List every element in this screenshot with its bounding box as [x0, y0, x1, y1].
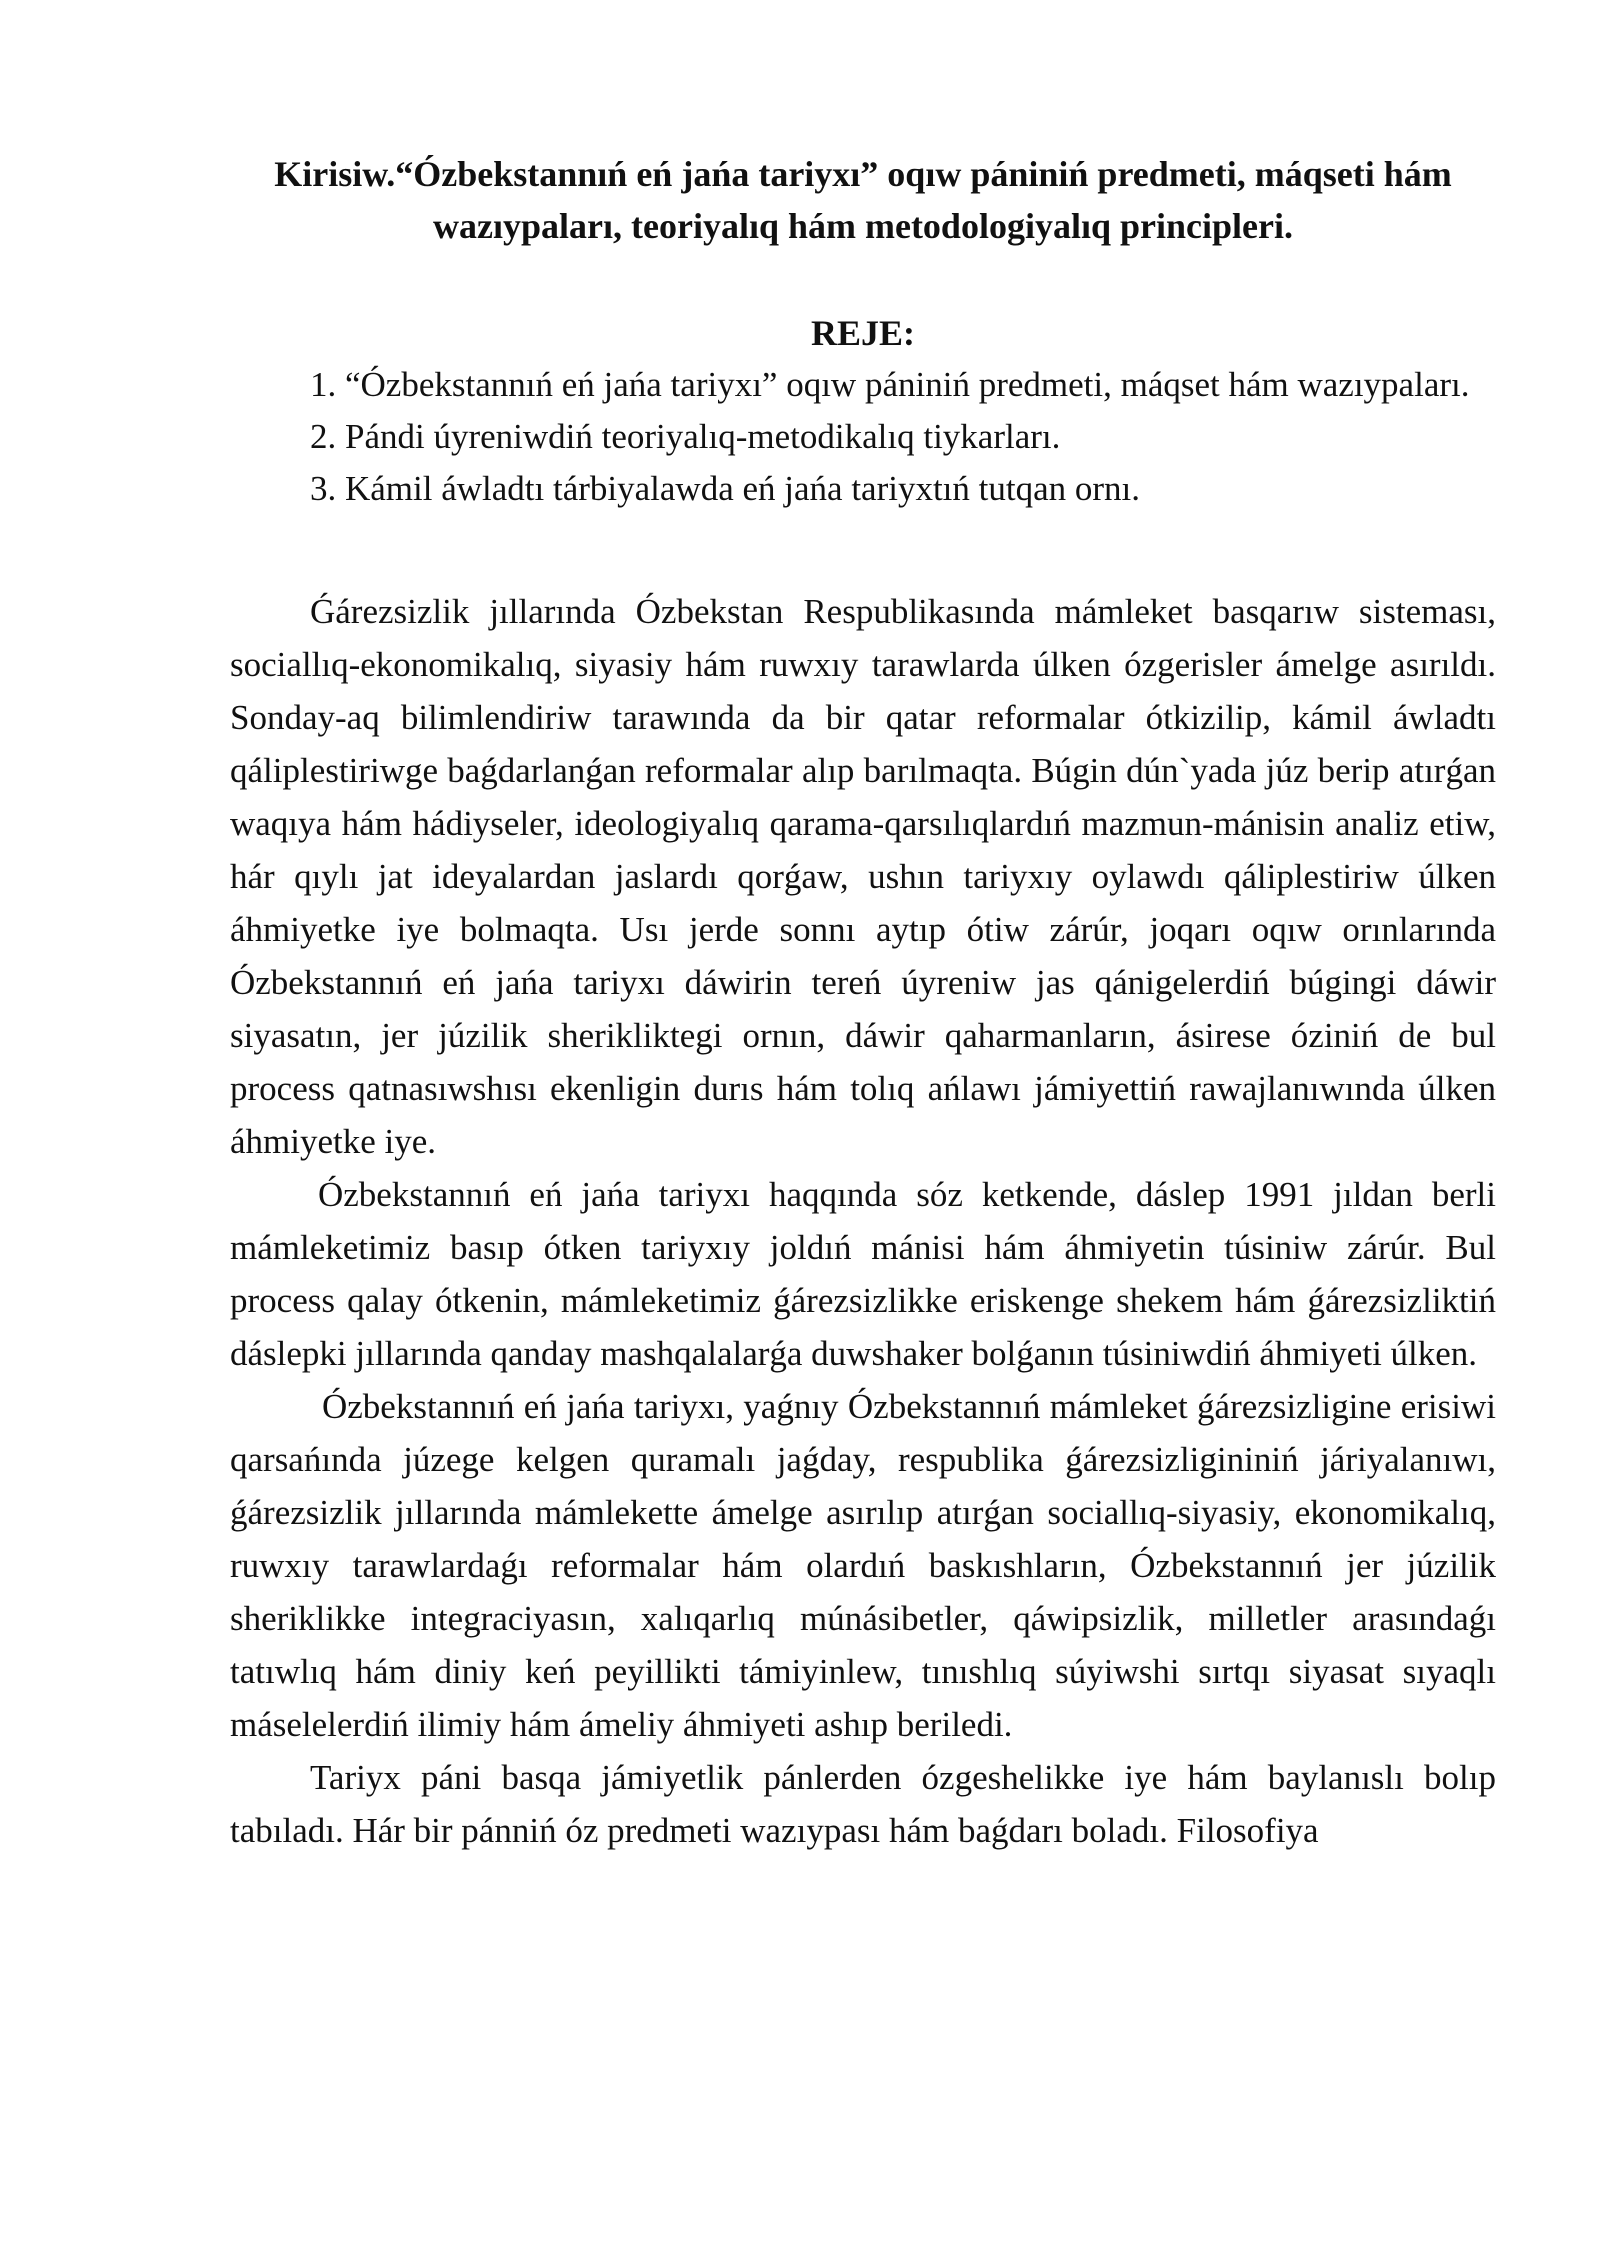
- paragraph-1: Ǵárezsizlik jıllarında Ózbekstan Respublikasında mámleket basqarıw sisteması, sociallıq-ekonomikalıq, siyasiy hám ruwxıy tarawlarda úlken ózgerisler ámelge asırıldı. Sonday-aq bilimlendiriw tarawında da bir qatar reformalar ótkizilip, kámil áwladtı qáliplestiriwge baǵdarlanǵan reformalar alıp barılmaqta. Búgin dún`yada júz berip atırǵan waqıya hám hádiyseler, ideologiyalıq qarama-qarsılıqlardıń mazmun-mánisin analiz etiw, hár qıylı jat ideyalardan jaslardı qorǵaw, ushın tariyxıy oylawdı qáliplestiriw úlken áhmiyetke iye bolmaqta. Usı jerde sonnı aytıp ótiw zárúr, joqarı oqıw orınlarında Ózbekstannıń eń jańa tariyxı dáwirin tereń úyreniw jas qánigelerdiń búgingi dáwir siyasatın, jer júzilik sherikliktegi ornın, dáwir qaharmanların, ásirese óziniń de bul process qatnasıwshısı ekenligin durıs hám tolıq ańlawı jámiyettiń rawajlanıwında úlken áhmiyetke iye.: [230, 592, 1496, 1161]
- document-content: [230, 148, 1496, 1857]
- plan-item-2: 2. Pándi úyreniwdiń teoriyalıq-metodikalıq tiykarları.: [310, 417, 1061, 456]
- paragraph-4: Tariyx páni basqa jámiyetlik pánlerden ózgeshelikke iye hám baylanıslı bolıp tabıladı. Hár bir pánniń óz predmeti wazıypası hám baǵdarı boladı. Filosofiya: [230, 1758, 1496, 1850]
- body-text: [230, 585, 1496, 1857]
- plan-item-1: 1. “Ózbekstannıń eń jańa tariyxı” oqıw pániniń predmeti, máqset hám wazıypaları.: [310, 365, 1470, 404]
- plan-heading: REJE:: [810, 313, 915, 353]
- plan-list: [230, 359, 1496, 515]
- document-title: Kirisiw.“Ózbekstannıń eń jańa tariyxı” oqıw pániniń predmeti, máqseti hám wazıypaları, teoriyalıq hám metodologiyalıq principleri.: [274, 154, 1452, 246]
- plan-item-3: 3. Kámil áwladtı tárbiyalawda eń jańa tariyxtıń tutqan ornı.: [310, 469, 1141, 508]
- paragraph-2: Ózbekstannıń eń jańa tariyxı haqqında sóz ketkende, dáslep 1991 jıldan berli mámleketimiz basıp ótken tariyxıy joldıń mánisi hám áhmiyetin túsiniw zárúr. Bul process qalay ótkenin, mámleketimiz ǵárezsizlikke eriskenge shekem hám ǵárezsizliktiń dáslepki jıllarında qanday mashqalalarǵa duwshaker bolǵanın túsiniwdiń áhmiyeti úlken.: [230, 1175, 1496, 1373]
- paragraph-3: Ózbekstannıń eń jańa tariyxı, yaǵnıy Ózbekstannıń mámleket ǵárezsizligine erisiwi qarsańında júzege kelgen quramalı jaǵday, respublika ǵárezsizligininiń járiyalanıwı, ǵárezsizlik jıllarında mámlekette ámelge asırılıp atırǵan sociallıq-siyasiy, ekonomikalıq, ruwxıy tarawlardaǵı reformalar hám olardıń baskıshların, Ózbekstannıń jer júzilik sheriklikke integraciyasın, xalıqarlıq múnásibetler, qáwipsizlik, milletler arasındaǵı tatıwlıq hám diniy keń peyillikti támiyinlew, tınıshlıq súyiwshi sırtqı siyasat sıyaqlı máselelerdiń ilimiy hám ámeliy áhmiyeti ashıp beriledi.: [230, 1387, 1496, 1744]
